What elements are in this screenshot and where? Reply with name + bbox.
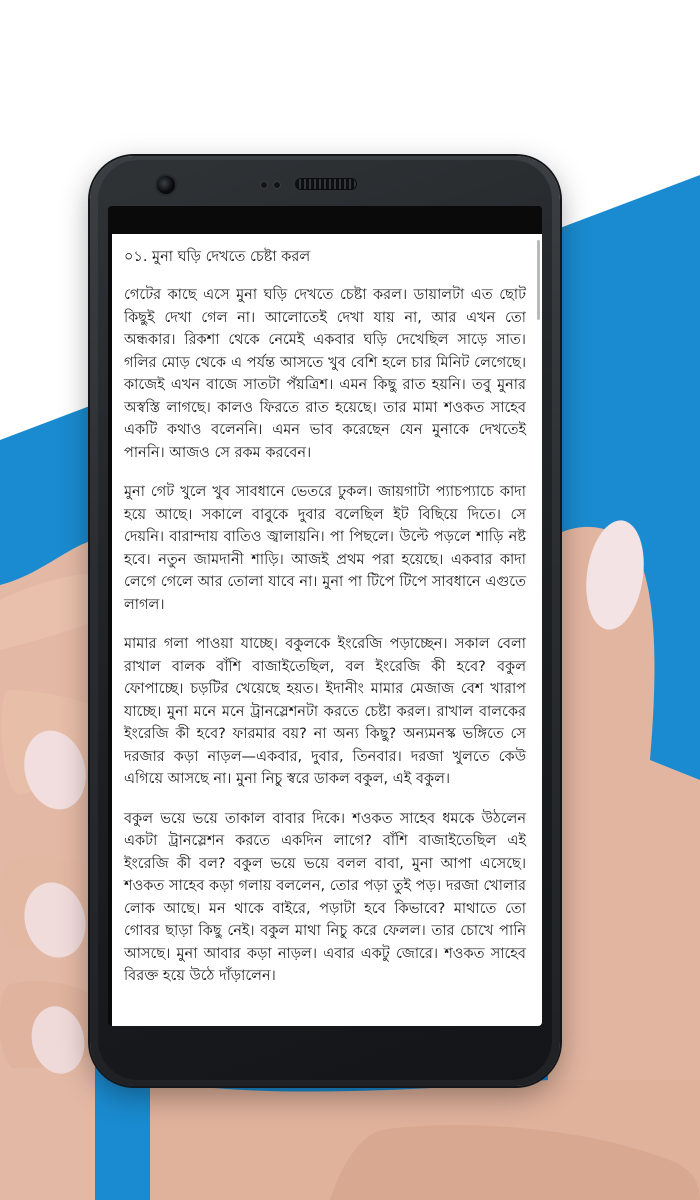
proximity-sensor-icon <box>260 181 268 189</box>
chapter-title: ০১. মুনা ঘড়ি দেখতে চেষ্টা করল <box>124 249 311 265</box>
earpiece-speaker-icon <box>295 178 357 190</box>
reader-content[interactable] <box>112 234 542 1026</box>
paragraph: বকুল ভয়ে ভয়ে তাকাল বাবার দিকে। শওকত সাহেব ধমকে উঠলেন একটা ট্রানস্লেশন করতে একদিন লাগে? বাঁশি বাজাইতেছিল এই ইংরেজি কী বল? বকুল ভয়ে ভয়ে বলল বাবা, মুনা আপা এসেছে। শওকত সাহেব কড়া গলায় বললেন, তোর পড়া তুই পড়। দরজা খোলার লোক আছে। মন থাকে বাইরে, পড়াটা হবে কিভাবে? মাথাতে তো গোবর ছাড়া কিছু নেই। বকুল মাথা নিচু করে ফেলল। তার চোখে পানি আসছে। মুনা আবার কড়া নাড়ল। এবার একটু জোরে। শওকত সাহেব বিরক্ত হয়ে উঠে দাঁড়ালেন। <box>124 810 526 984</box>
status-bar <box>108 206 542 234</box>
phone-screen <box>108 206 542 1026</box>
paragraph: গেটের কাছে এসে মুনা ঘড়ি দেখতে চেষ্টা করল। ডায়ালটা এত ছোট কিছুই দেখা গেল না। আলোতেই দেখা যায় না, আর এখন তো অন্ধকার। রিকশা থেকে নেমেই একবার ঘড়ি দেখেছিল সাড়ে সাত। গলির মোড় থেকে এ পর্যন্ত আসতে খুব বেশি হলে চার মিনিট লেগেছে। কাজেই এখন বাজে সাতটা পঁয়ত্রিশ। এমন কিছু রাত হয়নি। তবু মুনার অস্বস্তি লাগছে। কালও ফিরতে রাত হয়েছে। তার মামা শওকত সাহেব একটি কথাও বলেননি। এমন ভাব করেছেন যেন মুনাকে দেখতেই পাননি। আজও সে রকম করবেন। <box>124 287 526 461</box>
front-camera-icon <box>155 174 177 196</box>
scrollbar-thumb[interactable] <box>537 240 540 320</box>
paragraph: মুনা গেট খুলে খুব সাবধানে ভেতরে ঢুকল। জায়গাটা প্যাচপ্যাচে কাদা হয়ে আছে। সকালে বাবুকে দুবার বলেছিল ইট বিছিয়ে দিতে। সে দেয়নি। বারান্দায় বাতিও জ্বালায়নি। পা পিছলে। উল্টে পড়লে শাড়ি নষ্ট হবে। নতুন জামদানী শাড়ি। আজই প্রথম পরা হয়েছে। একবার কাদা লেগে গেলে আর তোলা যাবে না। মুনা পা টিপে টিপে সাবধানে এগুতে লাগল। <box>124 484 526 613</box>
article-text-column <box>124 246 526 1005</box>
paragraph: মামার গলা পাওয়া যাচ্ছে। বকুলকে ইংরেজি পড়াচ্ছেন। সকাল বেলা রাখাল বালক বাঁশি বাজাইতেছিল, বল ইংরেজি কী হবে? বকুল ফোপাচ্ছে। চড়টির খেয়েছে হয়ত। ইদানীং মামার মেজাজ বেশ খারাপ যাচ্ছে। মুনা মনে মনে ট্রানস্লেশনটা করতে চেষ্টা করল। রাখাল বালকের ইংরেজি কী হবে? ফারমার বয়? না অন্য কিছু? অন্যমনস্ক ভঙ্গিতে সে দরজার কড়া নাড়ল—একবার, দুবার, তিনবার। দরজা খুলতে কেউ এগিয়ে আসছে না। মুনা নিচু স্বরে ডাকল বকুল, এই বকুল। <box>124 636 526 787</box>
light-sensor-icon <box>273 181 281 189</box>
